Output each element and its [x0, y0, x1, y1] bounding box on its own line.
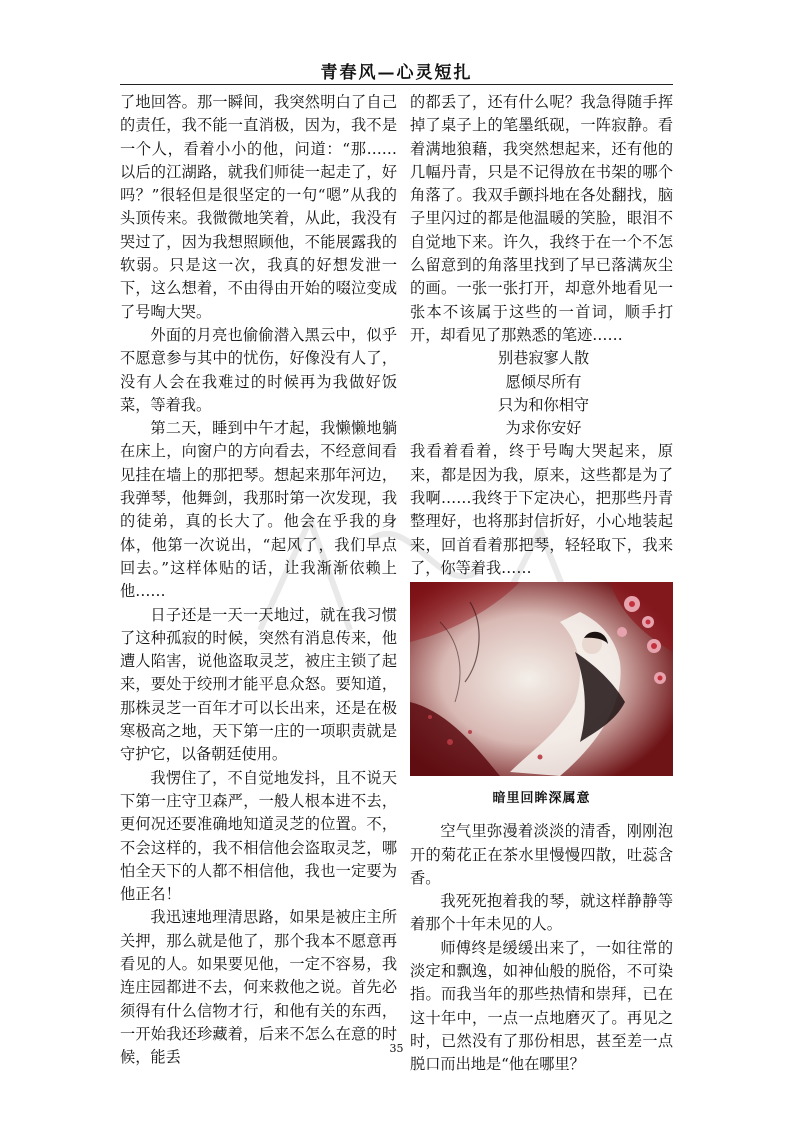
poem-line: 为求你安好: [505, 419, 582, 438]
paragraph: 我死死抱着我的琴，就这样静静等着那个十年未见的人。: [410, 892, 673, 934]
poem-line: 别巷寂寥人散: [497, 349, 590, 368]
paragraph: 我迅速地理清思路，如果是被庄主所关押，那么就是他了，那个我本不愿意再看见的人。如果要见他，一定不容易，我连庄园都进不去，何来救他之说。首先必须得有什么信物才行，和他有关的东西，一开始我还珍藏着，后来不怎么在意的时候，能丢: [120, 908, 397, 1067]
poem: [410, 347, 673, 440]
page-number: 35: [389, 1042, 404, 1055]
paragraph: 了地回答。那一瞬间，我突然明白了自己的责任，我不能一直消极，因为，我不是一个人，看着小小的他，问道：“那……以后的江湖路，就我们师徒一起走了，好吗？”很轻但是很坚定的一句“嗯”从我的头顶传来。我微微地笑着，从此，我没有哭过了，因为我想照顾他，不能展露我的软弱。只是这一次，我真的好想发泄一下，这么想着，不由得由开始的啜泣变成了号啕大哭。: [120, 93, 397, 321]
illustration-image: [410, 582, 673, 776]
poem-line: 愿倾尽所有: [505, 372, 582, 391]
paragraph: 的都丢了，还有什么呢？我急得随手挥掉了桌子上的笔墨纸砚，一阵寂静。看着满地狼藉，我突然想起来，还有他的几幅丹青，只是不记得放在书架的哪个角落了。我双手颤抖地在各处翻找，脑子里闪过的都是他温暖的笑脸，眼泪不自觉地下来。许久，我终于在一个不怎么留意到的角落里找到了早已落满灰尘的画。一张一张打开，却意外地看见一张本不该属于这些的一首词，顺手打开，却看见了那熟悉的笔迹……: [410, 93, 673, 344]
right-column: [410, 91, 673, 1077]
paragraph: 我看着看着，终于号啕大哭起来，原来，都是因为我，原来，这些都是为了我啊……我终于下定决心，把那些丹青整理好，也将那封信折好，小心地装起来，回首看着那把琴，轻轻取下，我来了，你等着我……: [410, 442, 673, 577]
illustration-caption: 暗里回眸深属意: [492, 791, 591, 807]
paragraph: 外面的月亮也偷偷潜入黑云中，似乎不愿意参与其中的忧伤，好像没有人了，没有人会在我难过的时候再为我做好饭菜，等着我。: [120, 325, 397, 414]
page-header-title: 青春风—心灵短扎: [320, 63, 473, 83]
left-column: [120, 91, 397, 1069]
paragraph: 空气里弥漫着淡淡的清香，刚刚泡开的菊花正在茶水里慢慢四散，吐蕊含香。: [410, 822, 673, 887]
paragraph: 师傅终是缓缓出来了，一如往常的淡定和飘逸，如神仙般的脱俗，不可染指。而我当年的那些热情和崇拜，已在这十年中，一点一点地磨灭了。再见之时，已然没有了那份相思，甚至差一点脱口而出地是“他在哪里？: [410, 938, 673, 1074]
paragraph: 我愣住了，不自觉地发抖，且不说天下第一庄守卫森严，一般人根本进不去，更何况还要准确地知道灵芝的位置。不，不会这样的，我不相信他会盗取灵芝，哪怕全天下的人都不相信他，我也一定要为他正名！: [120, 768, 397, 904]
paragraph: 日子还是一天一天地过，就在我习惯了这种孤寂的时候，突然有消息传来，他遭人陷害，说他盗取灵芝，被庄主锁了起来，要处于绞刑才能平息众怒。要知道，那株灵芝一百年才可以长出来，还是在极寒极高之地，天下第一庄的一项职责就是守护它，以备朝廷使用。: [120, 605, 397, 764]
header-rule: [120, 84, 673, 85]
poem-line: 只为和你相守: [497, 395, 590, 414]
paragraph: 第二天，睡到中午才起，我懒懒地躺在床上，向窗户的方向看去，不经意间看见挂在墙上的那把琴。想起来那年河边，我弹琴，他舞剑，我那时第一次发现，我的徒弟，真的长大了。他会在乎我的身体，他第一次说出，“起风了，我们早点回去。”这样体贴的话，让我渐渐依赖上他……: [120, 419, 397, 601]
